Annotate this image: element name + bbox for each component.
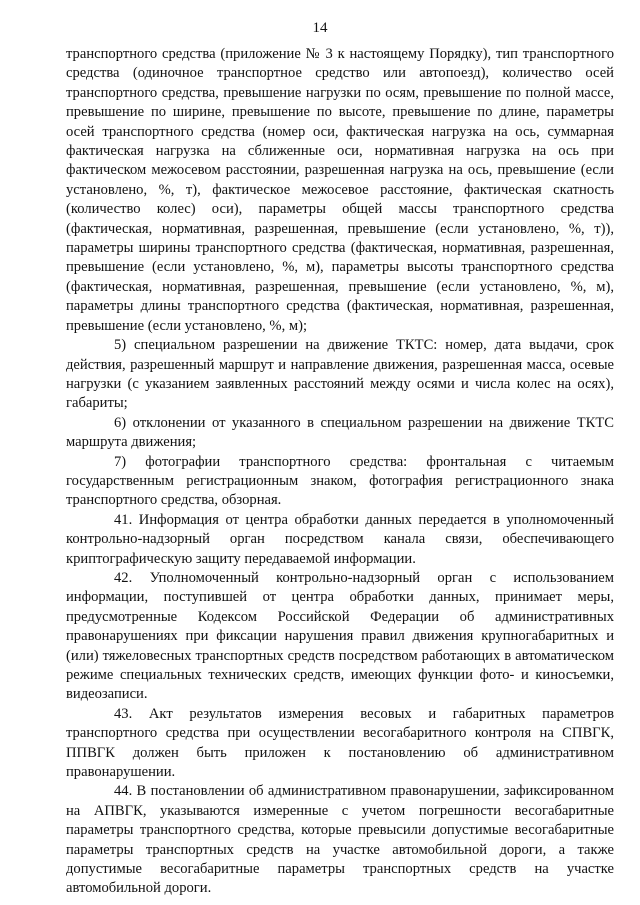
paragraph-42: 42. Уполномоченный контрольно-надзорный орган с использованием информации, поступившей от центра обработки данных, принимает меры, предусмотренные Кодексом Российской Федерации об административных правонарушениях при фиксации нарушения правил движения крупногабаритных и (или) тяжеловесных транспортных средств посредством работающих в автоматическом режиме специальных технических средств, имеющих функции фото- и киносъемки, видеозаписи. — [66, 569, 614, 703]
page-number: 14 — [312, 20, 328, 36]
paragraph-item-7: 7) фотографии транспортного средства: фронтальная с читаемым государственным регистрационным знаком, фотография регистрационного знака транспортного средства, обзорная. — [66, 453, 614, 509]
paragraph-continuation: транспортного средства (приложение № 3 к настоящему Порядку), тип транспортного средства (одиночное транспортное средство или автопоезд), количество осей транспортного средства, превышение нагрузки по осям, превышение по полной массе, превышение по ширине, превышение по высоте, превышение по длине, параметры осей транспортного средства (номер оси, фактическая нагрузка на ось, суммарная фактическая нагрузка на сближенные оси, нормативная нагрузка на ось при фактическом межосевом расстоянии, разрешенная нагрузка на ось, превышение (если установлено, %, т), фактическое межосевое расстояние, фактическая скатность (количество колес) оси), параметры общей массы транспортного средства (фактическая, нормативная, разрешенная, превышение (если установлено, %, т)), параметры ширины транспортного средства (фактическая, нормативная, разрешенная, превышение (если установлено, %, м), параметры высоты транспортного средства (фактическая, нормативная, разрешенная, превышение (если установлено, %, м), параметры длины транспортного средства (фактическая, нормативная, разрешенная, превышение (если установлено, %, м); — [66, 46, 614, 334]
document-body — [66, 45, 614, 899]
paragraph-item-6: 6) отклонении от указанного в специальном разрешении на движение ТКТС маршрута движения; — [66, 414, 614, 451]
paragraph-44: 44. В постановлении об административном правонарушении, зафиксированном на АПВГК, указываются измеренные с учетом погрешности весогабаритные параметры транспортного средства, которые превысили допустимые весогабаритные параметры транспортных средств на участке автомобильной дороги, а также допустимые весогабаритные параметры транспортных средств на участке автомобильной дороги. — [66, 783, 614, 897]
paragraph-item-5: 5) специальном разрешении на движение ТКТС: номер, дата выдачи, срок действия, разрешенный маршрут и направление движения, разрешенная масса, осевые нагрузки (с указанием заявленных расстояний между осями и числа колес на осях), габариты; — [66, 337, 614, 412]
paragraph-41: 41. Информация от центра обработки данных передается в уполномоченный контрольно-надзорный орган посредством канала связи, обеспечивающего криптографическую защиту передаваемой информации. — [66, 511, 614, 567]
paragraph-43: 43. Акт результатов измерения весовых и габаритных параметров транспортного средства при осуществлении весогабаритного контроля на СПВГК, ППВГК должен быть приложен к постановлению об административном правонарушении. — [66, 705, 614, 781]
